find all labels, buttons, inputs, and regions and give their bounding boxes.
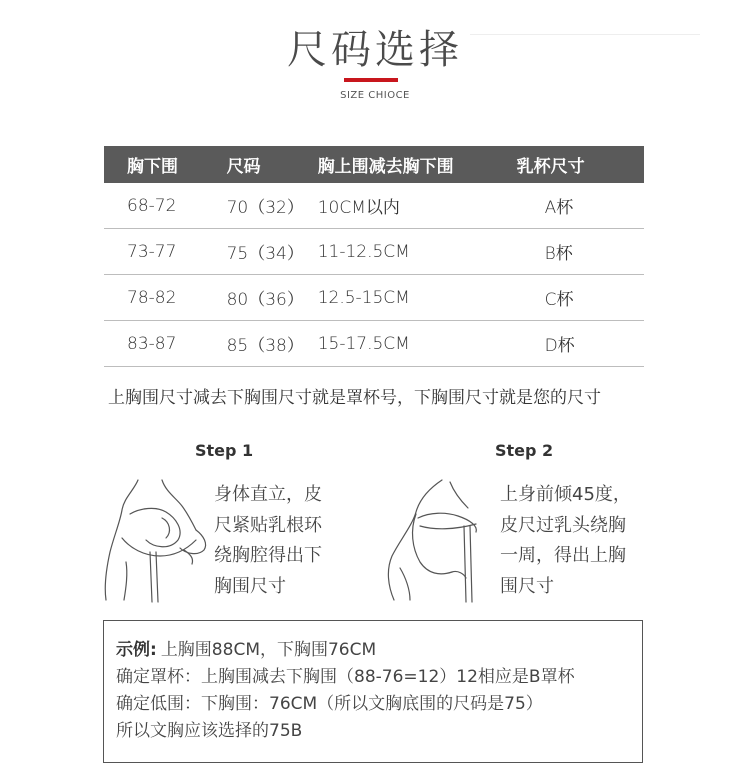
step-1-line: 身体直立，皮 — [214, 484, 322, 505]
table-cell: D杯 — [499, 321, 644, 367]
table-cell: 78-82 — [104, 275, 209, 321]
table-cell: 11-12.5CM — [318, 229, 499, 275]
step-1-title: Step 1 — [195, 441, 254, 460]
title-decoration-line — [470, 34, 700, 35]
size-table — [104, 146, 644, 367]
table-row — [104, 183, 644, 229]
page-subtitle: SIZE CHIOCE — [340, 90, 410, 101]
example-label: 示例: — [116, 640, 157, 660]
table-row — [104, 275, 644, 321]
title-accent-bar — [344, 78, 398, 82]
table-cell: C杯 — [499, 275, 644, 321]
page-title: 尺码选择 — [287, 27, 463, 73]
step-2-title: Step 2 — [495, 441, 554, 460]
bust-measure-illustration-icon — [380, 478, 495, 603]
step-2-line: 围尺寸 — [500, 575, 554, 597]
table-cell: A杯 — [499, 183, 644, 229]
size-note: 上胸围尺寸减去下胸围尺寸就是罩杯号，下胸围尺寸就是您的尺寸 — [108, 388, 601, 408]
table-cell: 75（34） — [209, 229, 318, 275]
step-1-line: 胸围尺寸 — [214, 575, 286, 597]
column-header: 胸下围 — [104, 146, 209, 183]
step-1-line: 绕胸腔得出下 — [214, 545, 322, 566]
column-header: 胸上围减去胸下围 — [318, 146, 499, 183]
example-box — [103, 620, 643, 763]
table-cell: 73-77 — [104, 229, 209, 275]
example-line: 确定罩杯：上胸围减去下胸围（88-76=12）12相应是B罩杯 — [116, 667, 575, 687]
column-header: 尺码 — [209, 146, 318, 183]
column-header: 乳杯尺寸 — [499, 146, 644, 183]
table-row — [104, 229, 644, 275]
size-table-header — [104, 146, 644, 183]
table-cell: 70（32） — [209, 183, 318, 229]
underbust-measure-illustration-icon — [100, 478, 215, 603]
table-cell: 83-87 — [104, 321, 209, 367]
step-2-line: 上身前倾45度， — [500, 484, 631, 505]
step-2-line: 一周，得出上胸 — [500, 545, 626, 566]
table-cell: 10CM以内 — [318, 183, 499, 229]
step-1-line: 尺紧贴乳根环 — [214, 514, 322, 536]
table-cell: 85（38） — [209, 321, 318, 367]
table-cell: 68-72 — [104, 183, 209, 229]
table-cell: B杯 — [499, 229, 644, 275]
table-cell: 12.5-15CM — [318, 275, 499, 321]
example-line: 确定低围：下胸围：76CM（所以文胸底围的尺码是75） — [116, 694, 543, 714]
table-row — [104, 321, 644, 367]
table-cell: 80（36） — [209, 275, 318, 321]
example-line: 所以文胸应该选择的75B — [116, 721, 303, 741]
step-2-line: 皮尺过乳头绕胸 — [500, 514, 626, 536]
table-cell: 15-17.5CM — [318, 321, 499, 367]
example-line: 上胸围88CM，下胸围76CM — [160, 640, 377, 660]
